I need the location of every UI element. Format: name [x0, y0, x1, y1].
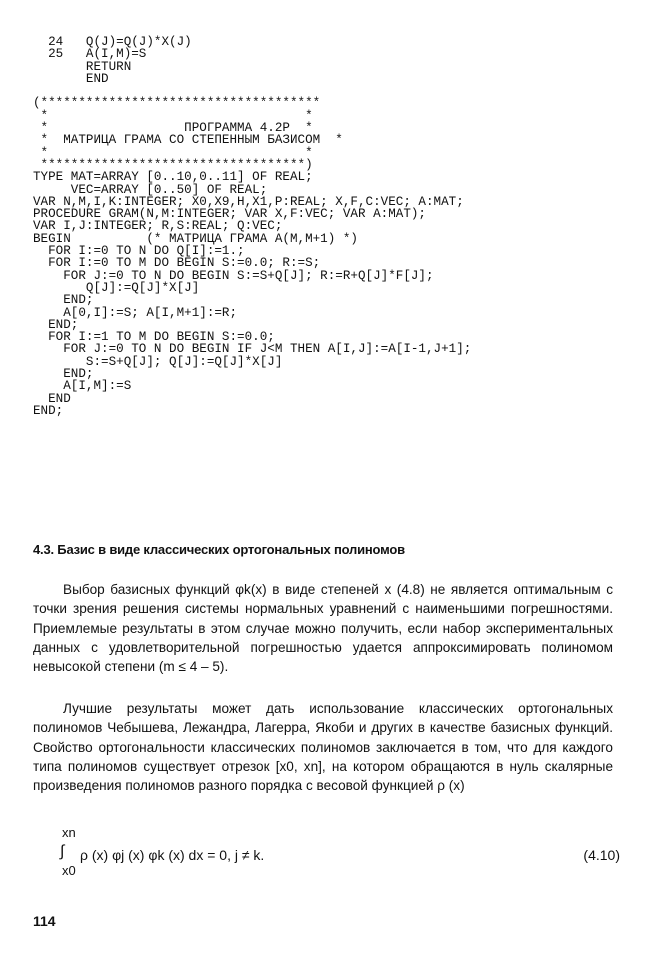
- integral-sign: ∫: [60, 843, 65, 860]
- code-line: FOR J:=0 TO N DO BEGIN S:=S+Q[J]; R:=R+Q[J]*F[J];: [33, 268, 434, 283]
- code-line: * *: [33, 108, 313, 123]
- paragraph-2: Лучшие результаты может дать использование классических ортогональных полиномов Чебышева, Лежандра, Лагерра, Якоби и других в качестве базисных функций. Свойство ортогональности классических полиномов заключается в том, что для каждого типа полиномов существует отрезок [x0, xn], на котором обращаются в нуль скалярные произведения полиномов разного порядка с весовой функцией ρ (x): [33, 701, 613, 794]
- code-line: 24 Q(J)=Q(J)*X(J): [33, 35, 192, 49]
- code-line: VEC=ARRAY [0..50] OF REAL;: [33, 182, 268, 197]
- code-line: PROCEDURE GRAM(N,M:INTEGER; VAR X,F:VEC; VAR A:MAT);: [33, 207, 426, 222]
- code-line: FOR I:=1 TO M DO BEGIN S:=0.0;: [33, 330, 275, 345]
- code-line: * *: [33, 145, 313, 160]
- code-line: END: [33, 71, 109, 86]
- code-line: END;: [33, 367, 94, 382]
- code-line: END;: [33, 293, 94, 308]
- code-line: END;: [33, 403, 64, 418]
- section-heading: 4.3. Базис в виде классических ортогональных полиномов: [33, 542, 405, 557]
- code-line: VAR N,M,I,K:INTEGER; X0,X9,H,X1,P:REAL; X,F,C:VEC; A:MAT;: [33, 194, 464, 209]
- code-line: S:=S+Q[J]; Q[J]:=Q[J]*X[J]: [33, 354, 283, 369]
- code-line: * ПРОГРАММА 4.2Р *: [33, 121, 313, 136]
- code-line: END;: [33, 317, 79, 332]
- code-line: Q[J]:=Q[J]*X[J]: [33, 280, 200, 295]
- code-line: FOR I:=0 TO N DO Q[I]:=1.;: [33, 244, 245, 259]
- code-line: FOR I:=0 TO M DO BEGIN S:=0.0; R:=S;: [33, 256, 321, 271]
- paragraph-1: Выбор базисных функций φk(x) в виде степеней x (4.8) не является оптимальным с точки зрения решения системы нормальных уравнений с наименьшими погрешностями. Приемлемые результаты в этом случае можно получить, если набор экспериментальных данных с удовлетворительной погрешностью удается аппроксимировать полиномом невысокой степени (m ≤ 4 – 5).: [33, 582, 613, 675]
- page-number: 114: [33, 913, 56, 929]
- code-line: END: [33, 391, 71, 406]
- code-line: * МАТРИЦА ГРАМА СО СТЕПЕННЫМ БАЗИСОМ *: [33, 133, 343, 148]
- formula-expression: ρ (x) φj (x) φk (x) dx = 0, j ≠ k.: [80, 847, 265, 863]
- code-line: FOR J:=0 TO N DO BEGIN IF J<M THEN A[I,J]:=A[I-1,J+1];: [33, 342, 472, 357]
- code-line: A[0,I]:=S; A[I,M+1]:=R;: [33, 305, 238, 320]
- formula-4-10: [60, 825, 620, 885]
- code-line: ***********************************): [33, 157, 313, 172]
- integral-upper-limit: xn: [62, 825, 76, 840]
- code-line: VAR I,J:INTEGER; R,S:REAL; Q:VEC;: [33, 219, 283, 234]
- integral-lower-limit: x0: [62, 863, 76, 878]
- code-line: BEGIN (* МАТРИЦА ГРАМА A(M,M+1) *): [33, 231, 358, 246]
- formula-number: (4.10): [583, 847, 620, 863]
- code-listing: [33, 36, 471, 417]
- code-line: RETURN: [33, 59, 132, 74]
- code-line: A[I,M]:=S: [33, 379, 132, 394]
- code-line: 25 A(I,M)=S: [33, 47, 147, 62]
- code-line: (*************************************: [33, 96, 321, 111]
- code-line: TYPE MAT=ARRAY [0..10,0..11] OF REAL;: [33, 170, 313, 185]
